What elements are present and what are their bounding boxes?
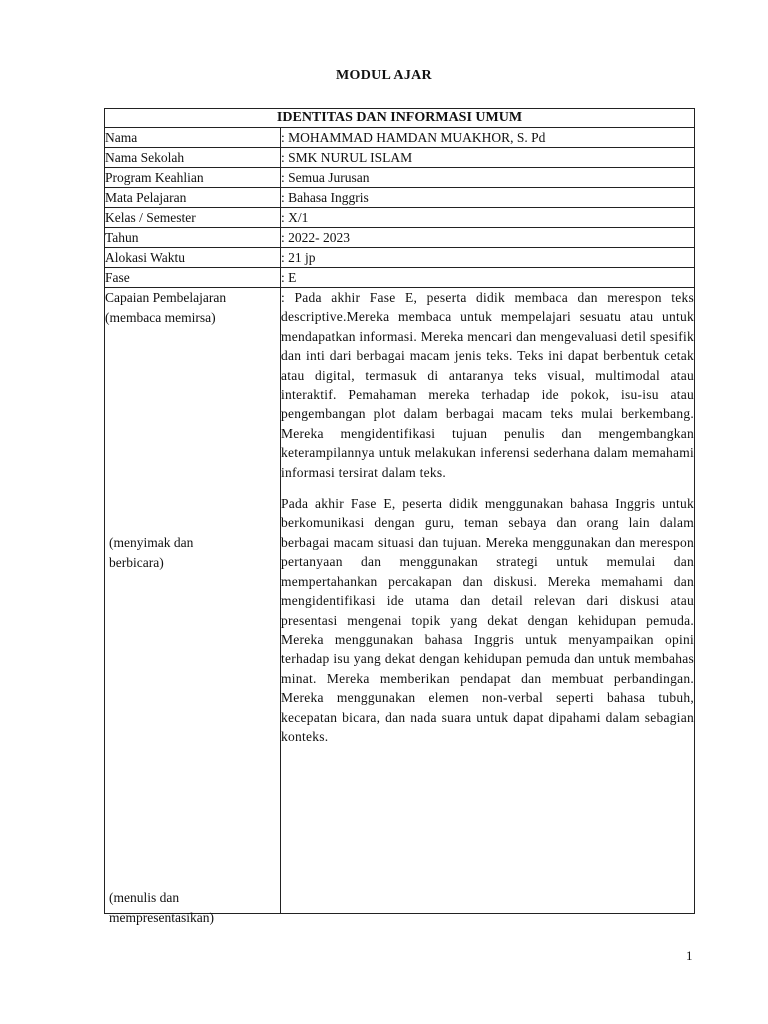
row-label-nama: Nama — [105, 128, 281, 148]
table-row — [105, 268, 695, 288]
row-value-mata-pelajaran: : Bahasa Inggris — [281, 188, 695, 208]
row-value-tahun: : 2022- 2023 — [281, 228, 695, 248]
row-label-program-keahlian: Program Keahlian — [105, 168, 281, 188]
row-label-fase: Fase — [105, 268, 281, 288]
section-header: IDENTITAS DAN INFORMASI UMUM — [105, 109, 695, 128]
capaian-label: Capaian Pembelajaran — [105, 290, 227, 305]
document-title: MODUL AJAR — [336, 68, 432, 83]
table-header-row — [105, 109, 695, 128]
table-row — [105, 208, 695, 228]
menyimak-label-line2: berbicara) — [109, 555, 164, 570]
capaian-label-cell — [105, 288, 281, 925]
row-label-alokasi-waktu: Alokasi Waktu — [105, 248, 281, 268]
table-row — [105, 128, 695, 148]
table-row — [105, 228, 695, 248]
row-value-nama-sekolah: : SMK NURUL ISLAM — [281, 148, 695, 168]
table-row — [105, 188, 695, 208]
row-label-tahun: Tahun — [105, 228, 281, 248]
table-row — [105, 148, 695, 168]
row-value-nama: : MOHAMMAD HAMDAN MUAKHOR, S. Pd — [281, 128, 695, 148]
menyimak-berbicara-label — [109, 533, 193, 573]
page-number: 1 — [686, 948, 693, 963]
identity-table — [104, 108, 695, 925]
menulis-label-line2: mempresentasikan) — [109, 910, 214, 925]
row-label-kelas-semester: Kelas / Semester — [105, 208, 281, 228]
membaca-memirsa-label: (membaca memirsa) — [105, 310, 216, 325]
membaca-paragraph: : Pada akhir Fase E, peserta didik membaca dan merespon teks descriptive.Mereka membaca untuk mempelajari sesuatu atau untuk mendapatkan informasi. Mereka mencari dan mengevaluasi detil spesifik dan inti dari berbagai macam jenis teks. Teks ini dapat berbentuk cetak atau digital, termasuk di antaranya teks visual, multimodal atau interaktif. Pemahaman mereka terhadap ide pokok, isu-isu atau pengembangan plot dalam berbagai macam teks mulai berkembang. Mereka mengidentifikasi tujuan penulis dan mengembangkan keterampilannya untuk melakukan inferensi sederhana dalam memahami informasi tersirat dalam teks. — [281, 290, 694, 480]
capaian-row — [105, 288, 695, 914]
row-value-fase: : E — [281, 268, 695, 288]
menyimak-paragraph: Pada akhir Fase E, peserta didik menggunakan bahasa Inggris untuk berkomunikasi dengan guru, teman sebaya dan orang lain dalam berbagai macam situasi dan tujuan. Mereka menggunakan dan merespon pertanyaan dan menggunakan strategi untuk memulai dan mempertahankan percakapan dan diskusi. Mereka memahami dan mengidentifikasi ide utama dan detail relevan dari diskusi atau presentasi mengenai topik yang dekat dengan kehidupan pemuda. Mereka menggunakan bahasa Inggris untuk menyampaikan opini terhadap isu yang dekat dengan kehidupan pemuda dan untuk membahas minat. Mereka memberikan pendapat dan membuat perbandingan. Mereka menggunakan elemen non-verbal seperti bahasa tubuh, kecepatan bicara, dan nada suara untuk dapat dipahami dalam sebagian konteks. — [281, 496, 694, 744]
table-row — [105, 248, 695, 268]
row-value-program-keahlian: : Semua Jurusan — [281, 168, 695, 188]
menulis-mempresentasikan-label — [109, 888, 214, 928]
menyimak-label-line1: (menyimak dan — [109, 535, 194, 550]
row-label-mata-pelajaran: Mata Pelajaran — [105, 188, 281, 208]
row-label-nama-sekolah: Nama Sekolah — [105, 148, 281, 168]
table-row — [105, 168, 695, 188]
row-value-kelas-semester: : X/1 — [281, 208, 695, 228]
row-value-alokasi-waktu: : 21 jp — [281, 248, 695, 268]
capaian-content-cell — [281, 288, 695, 914]
menulis-label-line1: (menulis dan — [109, 890, 180, 905]
